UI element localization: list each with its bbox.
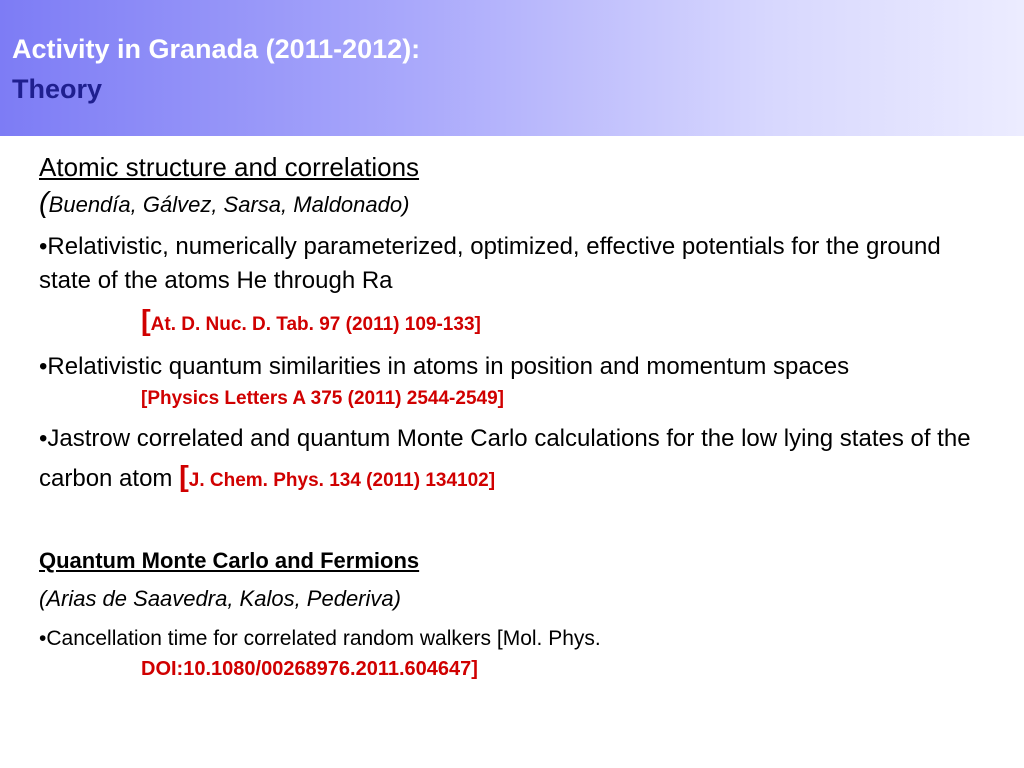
reference-bracket: [ [179,461,189,493]
reference-line [39,654,999,684]
reference-text: At. D. Nuc. D. Tab. 97 (2011) 109-133] [150,314,481,335]
bullet-text: •Cancellation time for correlated random walkers [Mol. Phys. [39,627,601,650]
bullet-item [39,230,999,342]
section-authors-qmc: (Arias de Saavedra, Kalos, Pederiva) [39,586,401,611]
bullet-text: •Relativistic, numerically parameterized, optimized, effective potentials for the ground state of the atoms He through Ra [39,233,941,294]
slide-body [39,150,999,684]
reference-line [39,384,999,412]
authors-open-paren: ( [39,187,49,219]
reference-citation [141,305,481,337]
slide-title: Activity in Granada (2011-2012): [12,34,421,64]
reference-citation [179,461,496,493]
bullet-item [39,420,999,500]
authors-names: Buendía, Gálvez, Sarsa, Maldonado) [48,192,410,217]
reference-line [39,304,999,342]
bullet-text: •Jastrow correlated and quantum Monte Carlo calculations for the low lying states of the carbon atom [39,425,971,492]
reference-text: J. Chem. Phys. 134 (2011) 134102] [188,470,496,491]
section-heading-atomic: Atomic structure and correlations [39,152,420,182]
bullet-text: •Relativistic quantum similarities in atoms in position and momentum spaces [39,353,850,380]
section-heading-qmc: Quantum Monte Carlo and Fermions [39,548,420,573]
bullet-text-with-reference [39,420,999,500]
slide-header [0,0,1024,136]
reference-citation: DOI:10.1080/00268976.2011.604647] [141,658,478,680]
bullet-item [39,350,999,412]
section-authors-atomic [39,186,999,222]
slide-subtitle: Theory [12,74,103,104]
section-qmc [39,544,999,684]
bullet-item [39,624,999,684]
reference-citation: [Physics Letters A 375 (2011) 2544-2549] [141,388,504,409]
reference-bracket: [ [141,305,151,337]
